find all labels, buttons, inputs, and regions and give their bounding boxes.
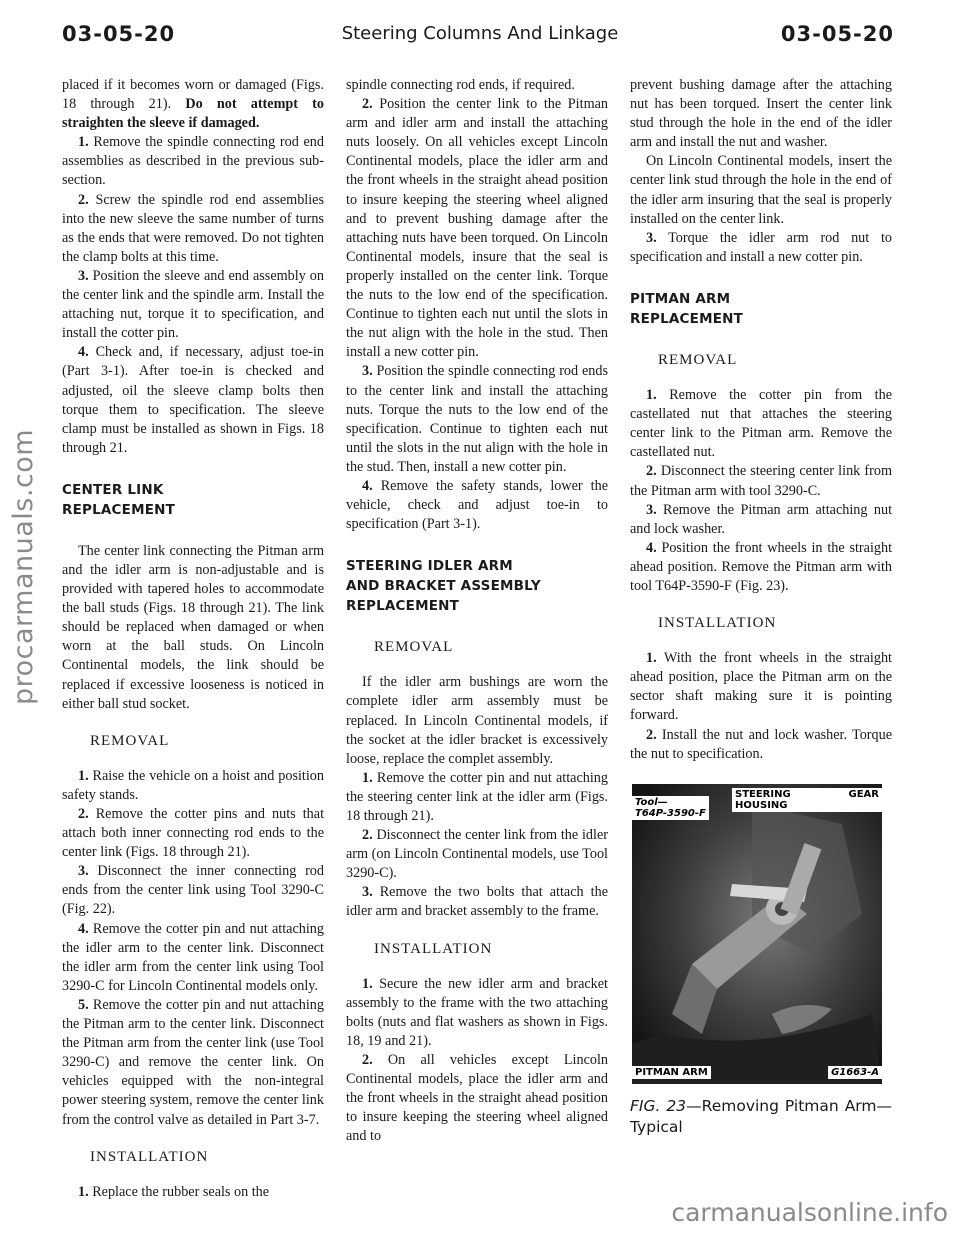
page-number-left: 03-05-20 — [62, 22, 176, 46]
step-item: 5. Remove the cotter pin and nut attaching the Pitman arm to the center link. Disconnect the Pitman arm from the center link (use Tool 3290-C) and remove the center link. On vehicles equipped with the non-integral power steering system, remove the center link from the control valve as detailed in Part 3-7. — [62, 996, 324, 1128]
step-item: 4. Check and, if necessary, adjust toe-in (Part 3-1). After toe-in is checked and adjusted, oil the sleeve clamp bolts then torque them to specification. The sleeve clamp must be installed as shown in Figs. 18 through 21. — [62, 344, 324, 456]
paragraph: prevent bushing damage after the attaching nut has been torqued. Insert the center link stud through the hole in the end of the idler arm and install the nut and washer. — [630, 77, 892, 151]
step-item: 4. Remove the cotter pin and nut attaching the idler arm to the center link. Disconnect the idler arm from the center link using Tool 3290-C for Lincoln Continental models only. — [62, 920, 324, 994]
step-item: 2. Install the nut and lock washer. Torque the nut to specification. — [630, 726, 892, 762]
step-item: 4. Position the front wheels in the straight ahead position. Remove the Pitman arm with tool T64P-3590-F (Fig. 23). — [630, 539, 893, 594]
figure-code: G1663-A — [828, 1066, 882, 1079]
figure-photo — [632, 784, 882, 1084]
step-item: 1. Remove the spindle connecting rod end assemblies as described in the previous sub-section. — [62, 134, 324, 189]
figure-label-housing: STEERING GEAR HOUSING — [732, 788, 882, 812]
step-item: 3. Remove the Pitman arm attaching nut and lock washer. — [630, 501, 893, 537]
paragraph: spindle connecting rod ends, if required. — [346, 77, 575, 93]
section-heading-center-link: CENTER LINK REPLACEMENT — [62, 481, 176, 518]
figure-caption: FIG. 23—Removing Pitman Arm—Typical — [630, 1096, 892, 1136]
figure-label-tool: Tool— T64P-3590-F — [632, 796, 709, 820]
step-item: 4. Remove the safety stands, lower the vehicle, check and adjust toe-in to specification (Part 3-1). — [346, 477, 609, 533]
step-item: 1. Replace the rubber seals on the — [78, 1183, 270, 1200]
paragraph: placed if it becomes worn or damaged (Figs. 18 through 21). Do not attempt to straighten the sleeve if damaged. — [62, 77, 324, 132]
step-item: 3. Position the spindle connecting rod ends to the center link and install the attaching nuts. Torque the nuts to the low end of the specification. Continue to tighten each nut until the slots in the nut align with the hole in the stud. Then, install a new cotter pin. — [346, 363, 609, 475]
step-item: 3. Torque the idler arm rod nut to specification and install a new cotter pin. — [630, 229, 892, 265]
column-3 — [630, 76, 892, 1138]
page-number-right: 03-05-20 — [780, 22, 894, 46]
section-heading-pitman-arm: PITMAN ARM REPLACEMENT — [630, 290, 744, 327]
step-item: 2. Remove the cotter pins and nuts that attach both inner connecting rod ends to the center link (Figs. 18 through 21). — [62, 806, 325, 861]
step-item: 1. With the front wheels in the straight ahead position, place the Pitman arm on the sector shaft making sure it is pointing forward. — [630, 650, 893, 724]
step-item: 3. Remove the two bolts that attach the idler arm and bracket assembly to the frame. — [346, 884, 608, 920]
step-item: 3. Disconnect the inner connecting rod ends from the center link using Tool 3290-C (Fig. 22). — [62, 863, 324, 918]
step-item: 1. Remove the cotter pin and nut attaching the steering center link at the idler arm (Figs. 18 through 21). — [346, 769, 608, 824]
figure-label-pitman-arm: PITMAN ARM — [632, 1066, 711, 1079]
step-item: 2. Screw the spindle rod end assemblies into the new sleeve the same number of turns as the ends that were removed. Do not tighten the clamp bolts at this time. — [62, 191, 325, 265]
step-item: 2. Disconnect the center link from the idler arm (on Lincoln Continental models, use Tool 3290-C). — [346, 827, 608, 882]
footer-watermark: carmanualsonline.info — [671, 1198, 948, 1227]
subheading-installation: INSTALLATION — [374, 940, 493, 957]
paragraph: If the idler arm bushings are worn the complete idler arm assembly must be replaced. In Lincoln Continental models, if the socket at the idler bracket is excessively loose, replace the complet assembly. — [346, 674, 608, 767]
step-item: 2. Disconnect the steering center link from the Pitman arm with tool 3290-C. — [630, 463, 892, 499]
subheading-removal: REMOVAL — [90, 732, 170, 749]
step-item: 2. Position the center link to the Pitman arm and idler arm and install the attaching nuts loosely. On all vehicles except Lincoln Continental models, place the idler arm and the front wheels in the straight ahead position to insure keeping the steering wheel aligned and to prevent bushing damage after the attaching nuts have been torqued. On Lincoln Continental models, insure that the seal is properly installed on the center link. Torque the nuts to the low end of the specification. Continue to tighten each nut until the slots in the nut align with the hole in the stud. Then install a new cotter pin. — [346, 96, 608, 361]
subheading-removal: REMOVAL — [658, 351, 738, 368]
step-item: 1. Remove the cotter pin from the castellated nut that attaches the steering center link to the Pitman arm. Remove the castellated nut. — [630, 387, 893, 461]
figure-illustration — [632, 784, 882, 1084]
page-header — [0, 20, 960, 60]
step-item: 3. Position the sleeve and end assembly on the center link and the spindle arm. Install the attaching nut, torque it to specification, and install the cotter pin. — [62, 267, 324, 342]
paragraph: The center link connecting the Pitman arm and the idler arm is non-adjustable and is provided with tapered holes to accommodate the ball studs (Figs. 18 through 21). The link should be replaced when damaged or when worn at the ball studs. On Lincoln Continental models, the link should be replaced if excessive looseness is noticed in either ball stud socket. — [62, 542, 324, 712]
side-watermark: procarmanuals.com — [8, 428, 39, 705]
step-item: 1. Secure the new idler arm and bracket assembly to the frame with the two attaching bolts (nuts and flat washers as shown in Figs. 18, 19 and 21). — [346, 975, 608, 1049]
step-item: 2. On all vehicles except Lincoln Continental models, place the idler arm and the front wheels in the straight ahead position to insure keeping the steering wheel aligned and to — [346, 1052, 609, 1145]
column-1 — [62, 76, 324, 1202]
page-title: Steering Columns And Linkage — [341, 23, 619, 44]
column-2 — [346, 76, 608, 1147]
subheading-installation: INSTALLATION — [658, 615, 777, 632]
subheading-installation: INSTALLATION — [90, 1148, 209, 1165]
step-item: 1. Raise the vehicle on a hoist and position safety stands. — [62, 767, 324, 803]
subheading-removal: REMOVAL — [374, 639, 454, 656]
paragraph: On Lincoln Continental models, insert the center link stud through the hole in the end of the idler arm insuring that the seal is properly installed on the center link. — [630, 153, 892, 227]
section-heading-idler-arm: STEERING IDLER ARM AND BRACKET ASSEMBLY REPLACEMENT — [346, 558, 541, 615]
